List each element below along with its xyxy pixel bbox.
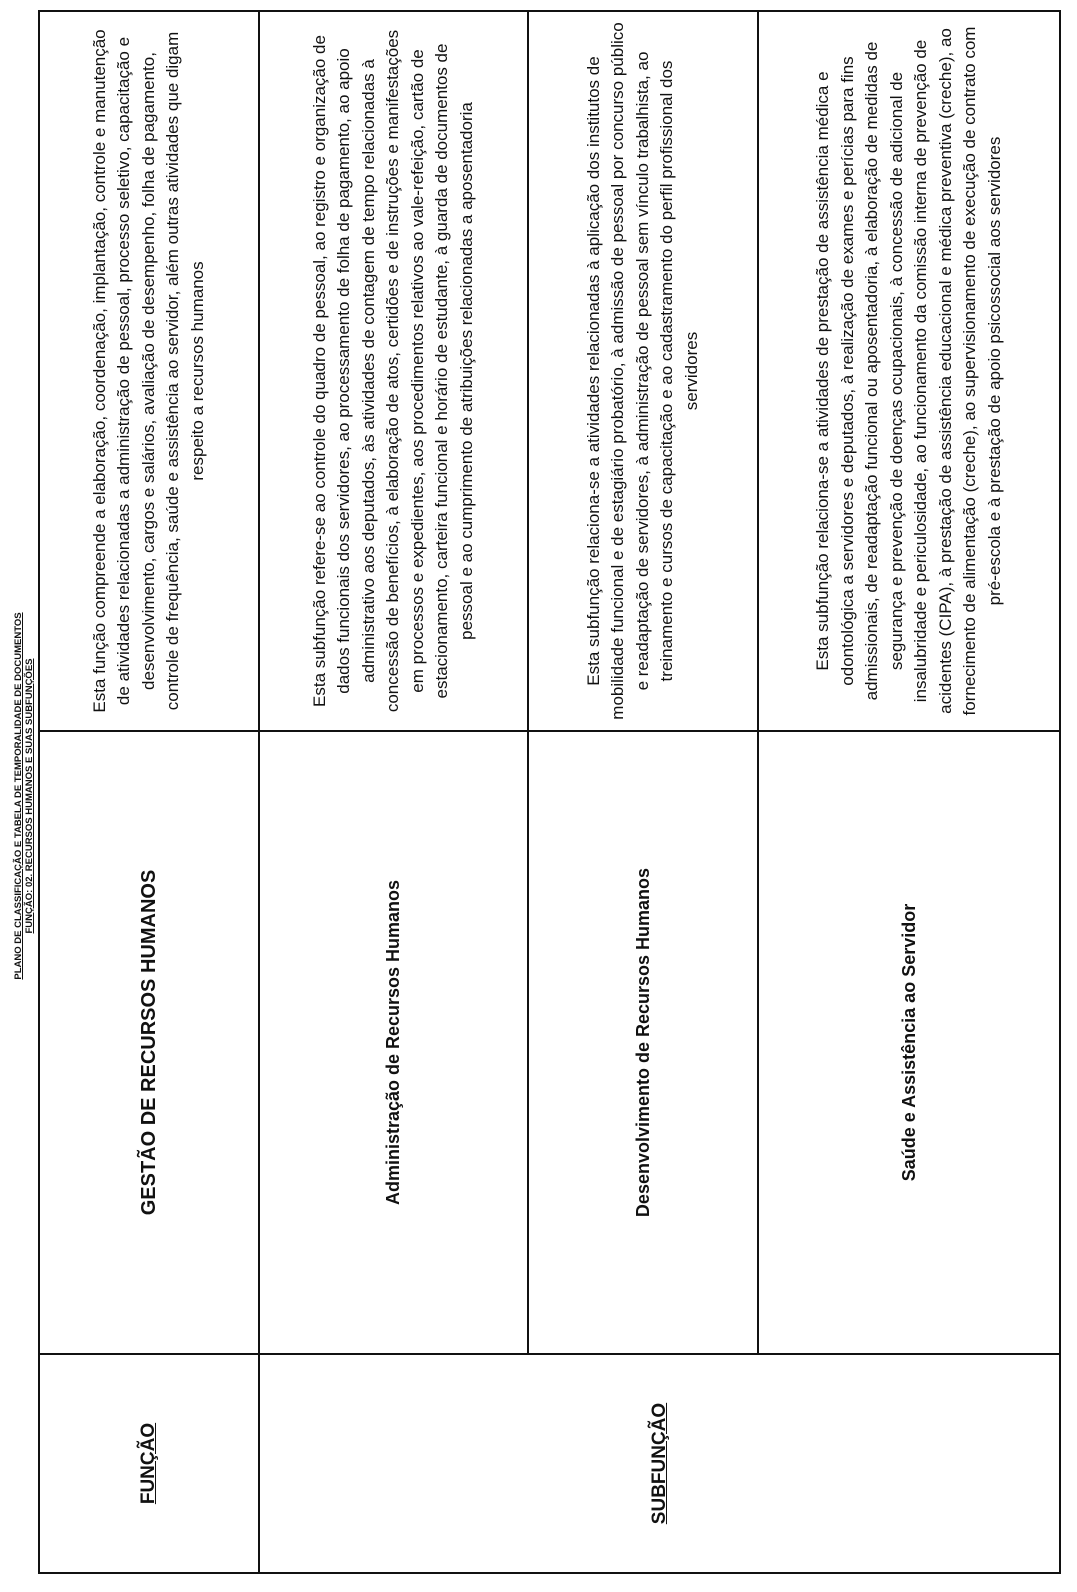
document-title: PLANO DE CLASSIFICAÇÃO E TABELA DE TEMPORALIDADE DE DOCUMENTOS [13,612,24,980]
classification-table [38,10,1061,1574]
subfuncao-name: Administração de Recursos Humanos [383,879,403,1206]
subfuncao-description-cell [529,12,757,730]
funcao-name: GESTÃO DE RECURSOS HUMANOS [137,869,160,1216]
funcao-label: FUNÇÃO [138,1422,159,1505]
subfuncao-description-cell [260,12,527,730]
funcao-name-cell [40,732,258,1353]
subfuncao-description: Esta subfunção relaciona-se a atividades relacionadas à aplicação dos institutos de mobilidade funcional e de estagiário probatório, à admissão de pessoal por concurso público e readaptação de servidores, à administração de pessoal sem vínculo trabalhista, ao treinamento e cursos de capacitação e ao cadastramento do perfil profissional dos servidores [583,22,701,720]
subfuncao-name-cell [529,732,757,1353]
subfuncao-description: Esta subfunção relaciona-se a atividades de prestação de assistência médica e odontológica a servidores e deputados, à realização de exames e perícias para fins admissionais, de readaptação funcional ou aposentadoria, à elaboração de medidas de segurança e prevenção de doenças ocupacionais, à concessão de adicional de insalubridade e periculosidade, ao funcionamento da comissão interna de prevenção de acidentes (CIPA), à prestação de assistência educacional e médica preventiva (creche), ao fornecimento de alimentação (creche), ao supervisionamento de execução de contrato com pré-escola e à prestação de apoio psicossocial aos servidores [813,26,1004,716]
subfuncao-name-cell [260,732,527,1353]
document-subtitle: FUNÇÃO: 02. RECURSOS HUMANOS E SUAS SUBFUNÇÕES [24,658,35,934]
subfuncao-name: Saúde e Assistência ao Servidor [898,903,919,1182]
funcao-description-cell [40,12,258,730]
subfuncao-label: SUBFUNÇÃO [648,1402,670,1525]
subfuncao-name-cell [759,732,1059,1353]
funcao-label-cell [40,1355,258,1572]
subfuncao-name: Desenvolvimento de Recursos Humanos [632,867,653,1218]
subfuncao-label-cell [260,1355,1059,1572]
subfuncao-description-cell [759,12,1059,730]
subfuncao-description: Esta subfunção refere-se ao controle do quadro de pessoal, ao registro e organização de dados funcionais dos servidores, ao processamento de folha de pagamento, ao apoio administrativo aos deputados, às atividades de contagem de tempo relacionadas à concessão de benefícios, à elaboração de atos, certidões e de instruções e manifestações em processos e expedientes, aos procedimentos relativos ao vale-refeição, cartão de estacionamento, carteira funcional e horário de estudante, à guarda de documentos de pessoal e ao cumprimento de atribuições relacionadas a aposentadoria [309,29,476,713]
funcao-description: Esta função compreende a elaboração, coordenação, implantação, controle e manutenção de atividades relacionadas a administração de pessoal, processo seletivo, capacitação e desenvolvimento, cargos e salários, avaliação de desempenho, folha de pagamento, controle de frequência, saúde e assistência ao servidor, além outras atividades que digam respeito a recursos humanos [89,29,207,713]
document-header [0,0,38,1592]
